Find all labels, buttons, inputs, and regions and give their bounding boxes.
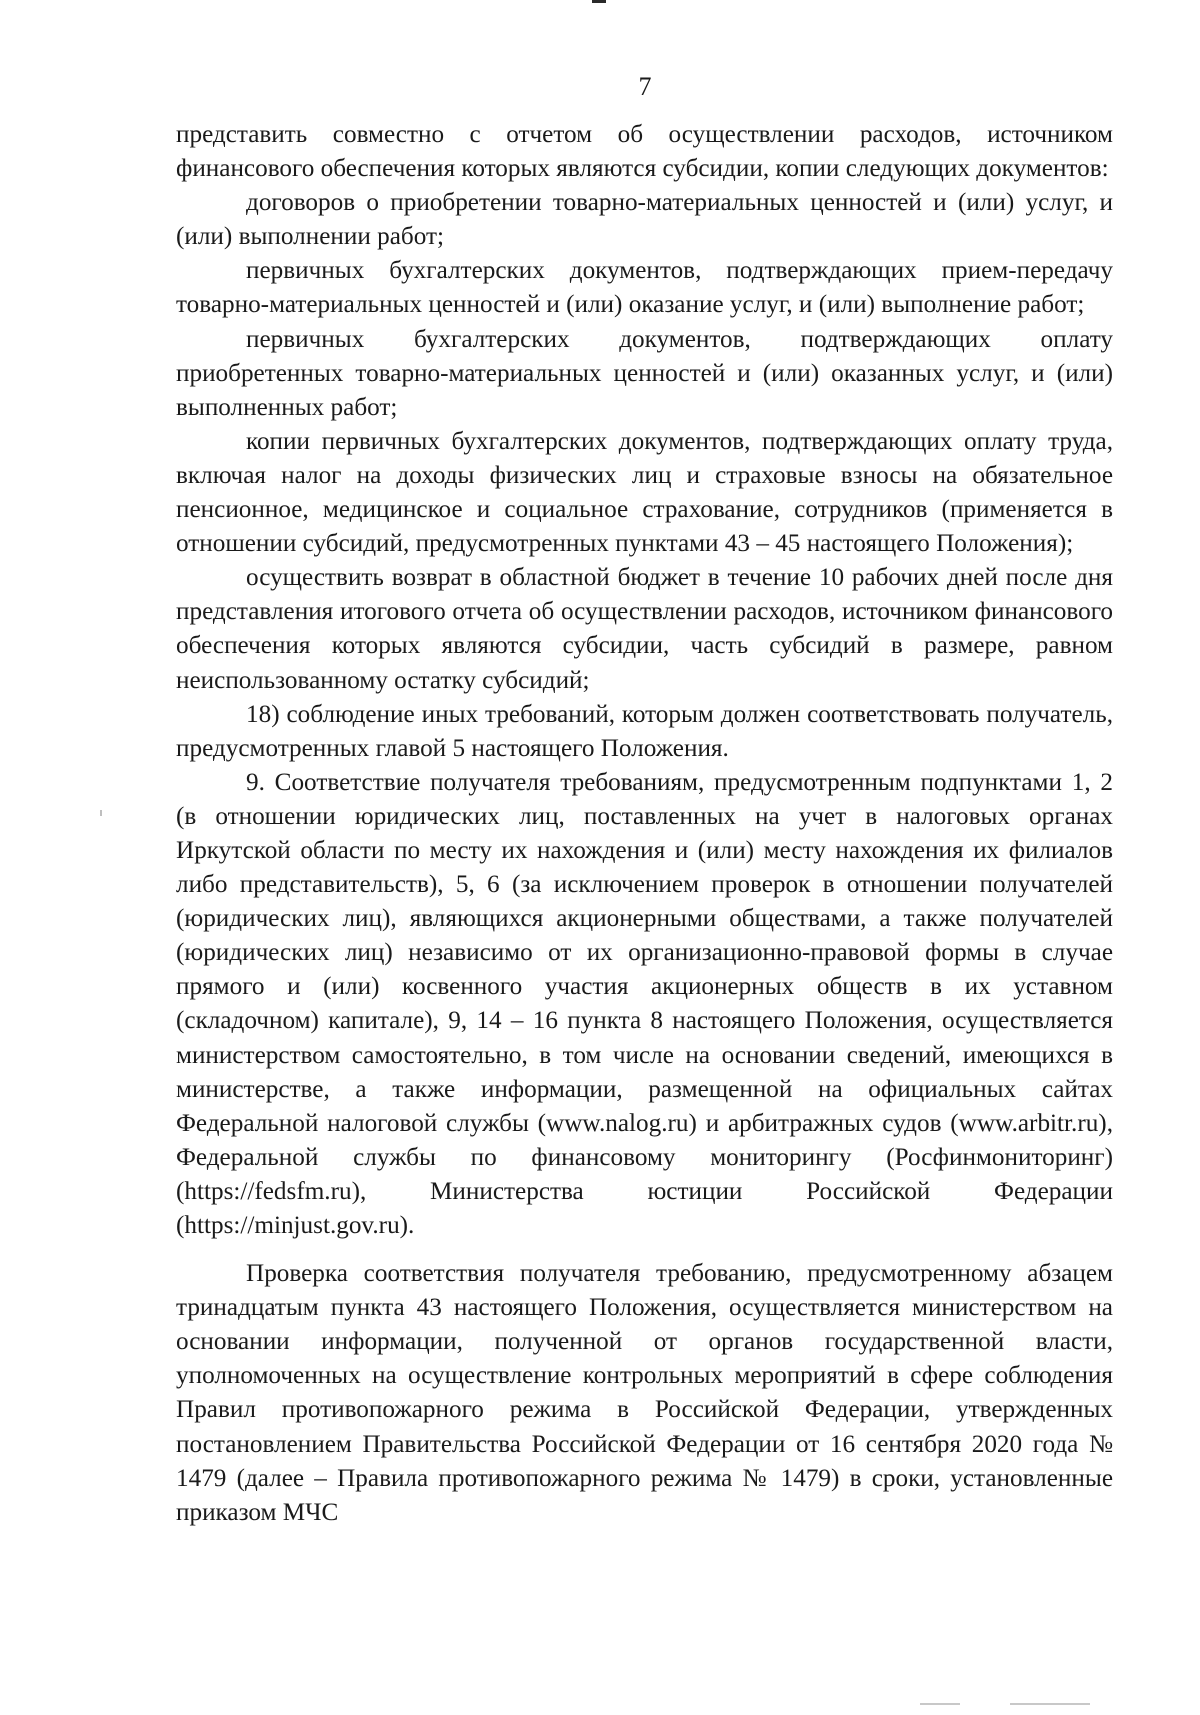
document-body (176, 118, 1113, 1530)
paragraph-salary-documents: копии первичных бухгалтерских документов, подтверждающих оплату труда, включая налог на доходы физических лиц и страховые взносы на обязательное пенсионное, медицинское и социальное страхование, сотрудников (применяется в отношении субсидий, предусмотренных пунктами 43 – 45 настоящего Положения); (176, 427, 1113, 558)
scan-edge-mark-bottom-right (1010, 1703, 1090, 1705)
scan-edge-mark (592, 0, 606, 3)
paragraph-fire-safety-check: Проверка соответствия получателя требованию, предусмотренному абзацем тринадцатым пункта 43 настоящего Положения, осуществляется министерством на основании информации, полученной от органов государственной власти, уполномоченных на осуществление контрольных мероприятий в сфере соблюдения Правил противопожарного режима в Российской Федерации, утвержденных постановлением Правительства Российской Федерации от 16 сентября 2020 года № 1479 (далее – Правила противопожарного режима № 1479) в сроки, установленные приказом МЧС (176, 1260, 1113, 1526)
page-number: 7 (638, 72, 652, 101)
scan-edge-mark-bottom-left (920, 1703, 960, 1705)
paragraph-payment-documents: первичных бухгалтерских документов, подтверждающих оплату приобретенных товарно-материальных ценностей и (или) оказанных услуг, и (или) выполненных работ; (176, 325, 1113, 421)
paragraph-item-18: 18) соблюдение иных требований, которым должен соответствовать получатель, предусмотренных главой 5 настоящего Положения. (176, 700, 1113, 762)
scan-speck (100, 810, 102, 816)
paragraph-transfer-documents: первичных бухгалтерских документов, подтверждающих прием-передачу товарно-материальных ценностей и (или) оказание услуг, и (или) выполнение работ; (176, 257, 1113, 319)
paragraph-contracts: договоров о приобретении товарно-материальных ценностей и (или) услуг, и (или) выполнении работ; (176, 189, 1113, 251)
paragraph-refund: осуществить возврат в областной бюджет в течение 10 рабочих дней после дня представления итогового отчета об осуществлении расходов, источником финансового обеспечения которых являются субсидии, часть субсидий в размере, равном неиспользованному остатку субсидий; (176, 564, 1113, 694)
paragraph-section-9: 9. Соответствие получателя требованиям, предусмотренным подпунктами 1, 2 (в отношении юридических лиц, поставленных на учет в налоговых органах Иркутской области по месту их нахождения и (или) месту нахождения их филиалов либо представительств), 5, 6 (за исключением проверок в отношении получателей (юридических лиц), являющихся акционерными обществами, а также получателей (юридических лиц) независимо от их организационно-правовой формы в случае прямого и (или) косвенного участия акционерных обществ в их уставном (складочном) капитале), 9, 14 – 16 пункта 8 настоящего Положения, осуществляется министерством самостоятельно, в том числе на основании сведений, имеющихся в министерстве, а также информации, размещенной на официальных сайтах Федеральной налоговой службы (www.nalog.ru) и арбитражных судов (www.arbitr.ru), Федеральной службы по финансовому мониторингу (Росфинмониторинг) (https://fedsfm.ru), Министерства юстиции Российской Федерации (https://minjust.gov.ru). (176, 768, 1113, 1239)
paragraph-documents-intro: представить совместно с отчетом об осуществлении расходов, источником финансового обеспечения которых являются субсидии, копии следующих документов: (176, 121, 1113, 183)
